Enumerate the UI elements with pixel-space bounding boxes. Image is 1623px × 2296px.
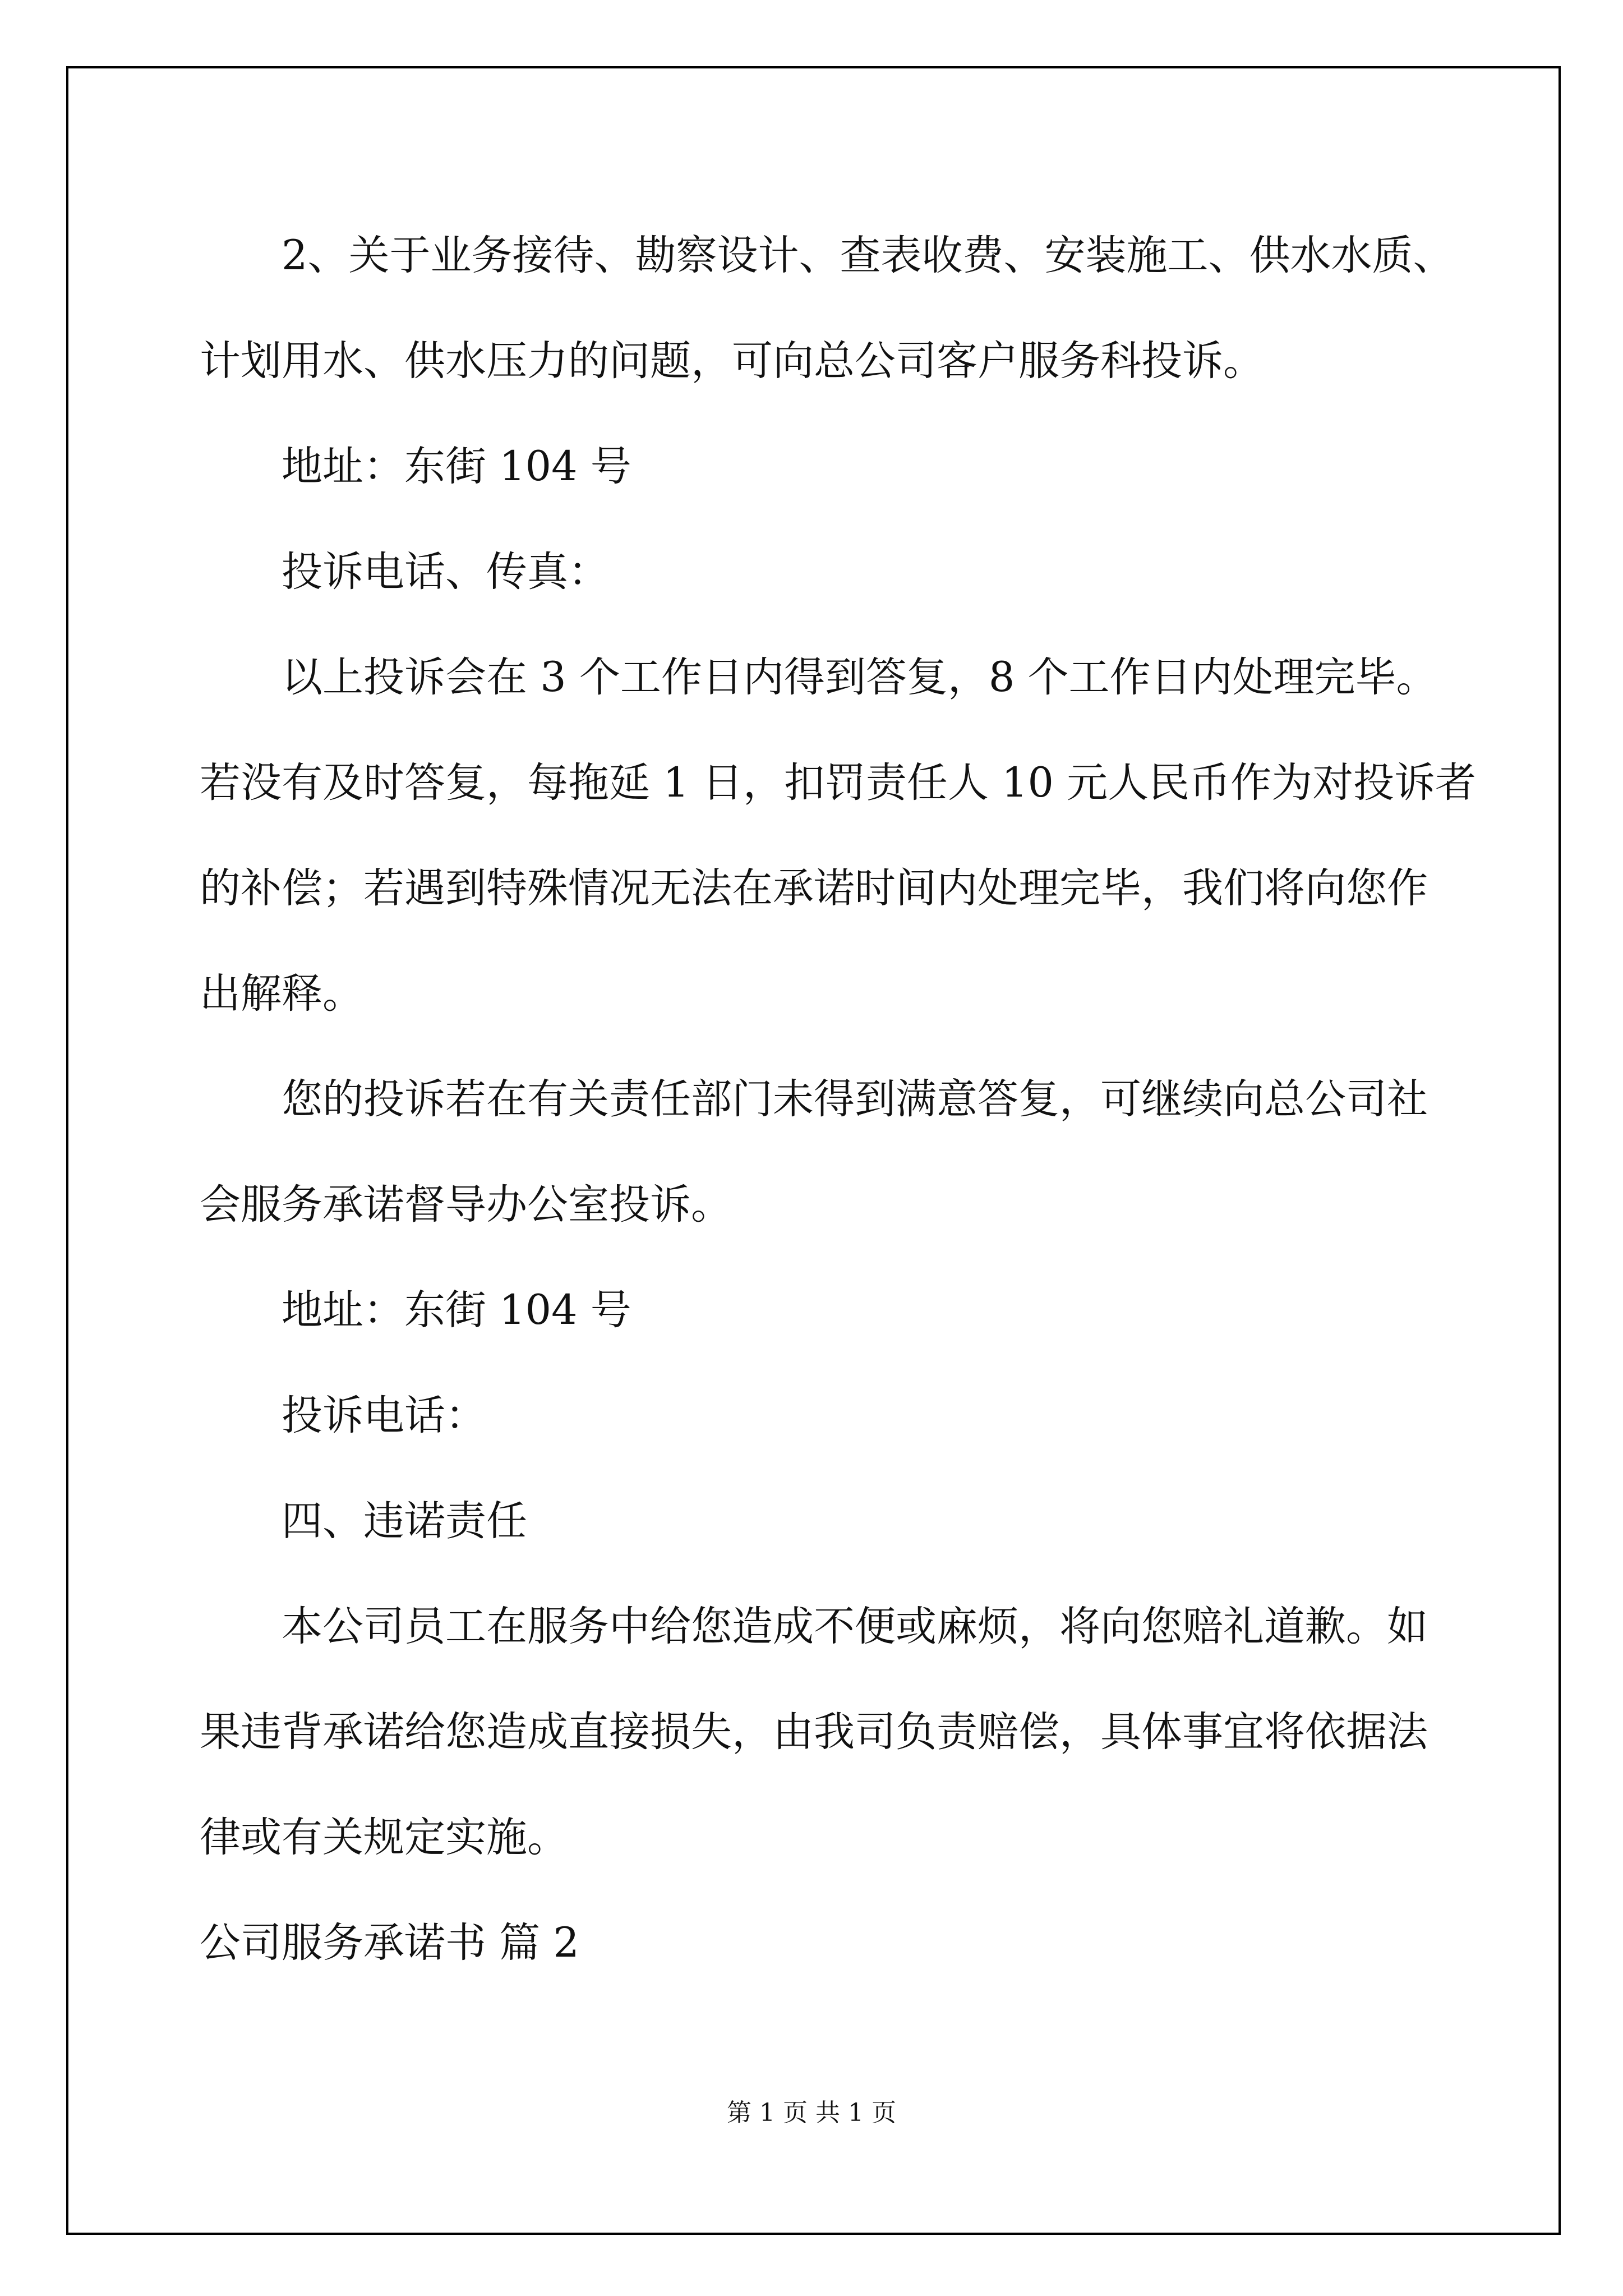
text-line: 投诉电话、传真： bbox=[282, 548, 609, 596]
text-line: 本公司员工在服务中给您造成不便或麻烦，将向您赔礼道歉。如 bbox=[282, 1603, 1428, 1650]
document-body bbox=[200, 203, 1477, 1996]
text-line: 的补偿；若遇到特殊情况无法在承诺时间内处理完毕，我们将向您作 bbox=[200, 864, 1428, 912]
text-line: 您的投诉若在有关责任部门未得到满意答复，可继续向总公司社 bbox=[282, 1075, 1428, 1123]
text-line: 会服务承诺督导办公室投诉。 bbox=[200, 1181, 732, 1228]
text-line: 2、关于业务接待、勘察设计、查表收费、安装施工、供水水质、 bbox=[282, 232, 1454, 279]
text-line: 计划用水、供水压力的问题，可向总公司客户服务科投诉。 bbox=[200, 337, 1264, 385]
page-footer: 第 1 页 共 1 页 bbox=[727, 2099, 896, 2127]
section-heading: 四、违诺责任 bbox=[282, 1497, 527, 1545]
text-line: 出解释。 bbox=[200, 970, 363, 1018]
text-line: 果违背承诺给您造成直接损失，由我司负责赔偿，具体事宜将依据法 bbox=[200, 1708, 1428, 1756]
text-line: 以上投诉会在 3 个工作日内得到答复，8 个工作日内处理完毕。 bbox=[282, 654, 1437, 701]
text-line: 地址：东街 104 号 bbox=[282, 443, 631, 490]
text-line: 地址：东街 104 号 bbox=[282, 1286, 631, 1334]
text-line: 投诉电话： bbox=[282, 1392, 486, 1439]
text-line: 律或有关规定实施。 bbox=[200, 1814, 568, 1861]
document-subtitle: 公司服务承诺书 篇 2 bbox=[200, 1919, 579, 1967]
text-line: 若没有及时答复，每拖延 1 日，扣罚责任人 10 元人民币作为对投诉者 bbox=[200, 759, 1477, 807]
